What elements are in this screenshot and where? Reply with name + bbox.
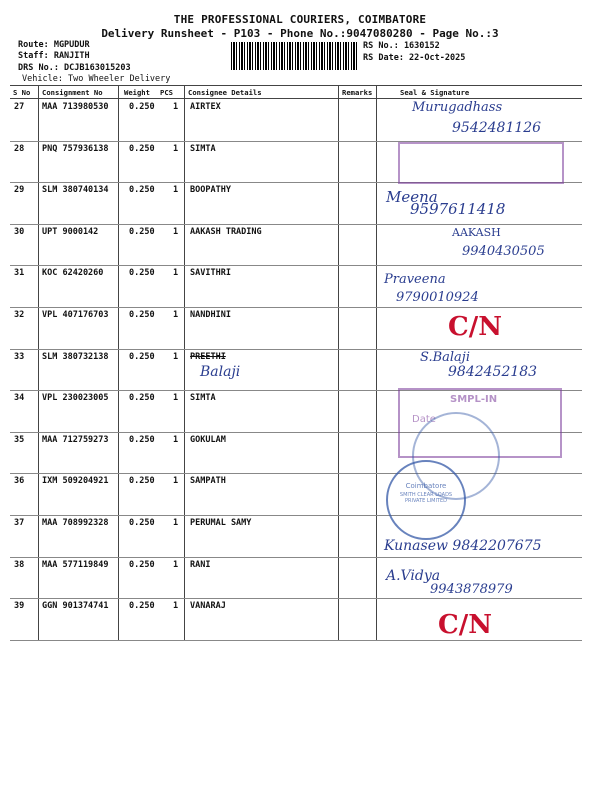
stamp-box bbox=[398, 142, 564, 184]
row-consignment: MAA 712759273 bbox=[42, 434, 109, 445]
row-weight: 0.250 bbox=[129, 102, 155, 112]
row-consignee: AAKASH TRADING bbox=[190, 226, 262, 237]
row-divider bbox=[10, 640, 582, 641]
row-consignee: SAMPATH bbox=[190, 476, 226, 487]
col-header-consignee: Consignee Details bbox=[188, 88, 262, 97]
col-divider bbox=[184, 85, 185, 641]
col-header-pcs: PCS bbox=[160, 88, 173, 97]
col-header-sno: S No bbox=[13, 88, 31, 97]
row-divider bbox=[10, 557, 582, 558]
barcode bbox=[231, 42, 359, 70]
sig31-phone: 9790010924 bbox=[396, 290, 479, 305]
row-divider bbox=[10, 598, 582, 599]
col-divider bbox=[376, 85, 377, 641]
vehicle-label: Vehicle: Two Wheeler Delivery bbox=[22, 74, 171, 84]
row-consignment: PNQ 757936138 bbox=[42, 143, 109, 154]
sig30-name: AAKASH bbox=[452, 226, 501, 239]
row-pcs: 1 bbox=[173, 310, 179, 320]
company-seal-text: SMITH CLEAR LOADS PRIVATE LIMITED bbox=[399, 492, 453, 504]
smpl-stamp-date-label: Date bbox=[412, 414, 436, 425]
row-weight: 0.250 bbox=[129, 185, 155, 196]
row-consignment: GGN 901374741 bbox=[42, 601, 109, 612]
col-header-remarks: Remarks bbox=[342, 88, 373, 97]
row-consignee: AIRTEX bbox=[190, 102, 221, 112]
sig38-phone: 9943878979 bbox=[430, 582, 513, 597]
row-divider bbox=[10, 224, 582, 225]
sig27-phone: 9542481126 bbox=[452, 120, 542, 136]
row-weight: 0.250 bbox=[129, 143, 155, 154]
sig38-name: A.Vidya bbox=[386, 568, 441, 584]
row-pcs: 1 bbox=[173, 476, 179, 487]
table-top-border bbox=[10, 85, 582, 86]
row33-correction: Balaji bbox=[200, 364, 241, 380]
row-pcs: 1 bbox=[173, 393, 179, 404]
row-consignee: GOKULAM bbox=[190, 434, 226, 445]
row-sno: 30 bbox=[14, 226, 25, 237]
row-pcs: 1 bbox=[173, 518, 179, 528]
row-weight: 0.250 bbox=[129, 268, 155, 279]
sig29-phone: 9597611418 bbox=[410, 200, 506, 218]
row-sno: 37 bbox=[14, 518, 25, 528]
row-consignment: MAA 577119849 bbox=[42, 559, 109, 570]
row-consignment: MAA 713980530 bbox=[42, 102, 109, 112]
drs-label: DRS No.: DCJB163015203 bbox=[18, 63, 131, 73]
sig30-phone: 9940430505 bbox=[462, 244, 545, 259]
row-pcs: 1 bbox=[173, 226, 179, 237]
row-weight: 0.250 bbox=[129, 393, 155, 404]
route-label: Route: MGPUDUR bbox=[18, 40, 90, 50]
row-sno: 35 bbox=[14, 434, 25, 445]
row-divider bbox=[10, 515, 582, 516]
row-consignment: KOC 62420260 bbox=[42, 268, 104, 279]
runsheet-subtitle: Delivery Runsheet - P103 - Phone No.:9047080280 - Page No.:3 bbox=[101, 27, 499, 40]
row-sno: 34 bbox=[14, 393, 25, 404]
col-header-seal: Seal & Signature bbox=[400, 88, 470, 97]
row-pcs: 1 bbox=[173, 268, 179, 279]
row-weight: 0.250 bbox=[129, 476, 155, 487]
col-divider bbox=[118, 85, 119, 641]
company-seal-ghost bbox=[412, 412, 500, 500]
row-consignee: BOOPATHY bbox=[190, 185, 231, 196]
row-pcs: 1 bbox=[173, 601, 179, 612]
row-weight: 0.250 bbox=[129, 601, 155, 612]
row-pcs: 1 bbox=[173, 143, 179, 154]
row-sno: 33 bbox=[14, 351, 25, 362]
row-weight: 0.250 bbox=[129, 559, 155, 570]
row-sno: 32 bbox=[14, 310, 25, 320]
staff-label: Staff: RANJITH bbox=[18, 51, 90, 61]
sig33-name: S.Balaji bbox=[420, 350, 470, 365]
row-weight: 0.250 bbox=[129, 434, 155, 445]
rs-date: RS Date: 22-Oct-2025 bbox=[363, 53, 466, 63]
row-consignee: SAVITHRI bbox=[190, 268, 231, 279]
row-weight: 0.250 bbox=[129, 351, 155, 362]
company-title: THE PROFESSIONAL COURIERS, COIMBATORE bbox=[173, 13, 427, 26]
row-divider bbox=[10, 349, 582, 350]
row-pcs: 1 bbox=[173, 434, 179, 445]
col-divider bbox=[338, 85, 339, 641]
row-sno: 29 bbox=[14, 185, 25, 196]
row-consignee: NANDHINI bbox=[190, 310, 231, 320]
row-consignee: VANARAJ bbox=[190, 601, 226, 612]
row-pcs: 1 bbox=[173, 559, 179, 570]
row-consignment: IXM 509204921 bbox=[42, 476, 109, 487]
row-weight: 0.250 bbox=[129, 226, 155, 237]
row-consignee: SIMTA bbox=[190, 393, 216, 404]
smpl-stamp-title: SMPL-IN bbox=[450, 394, 498, 405]
sig29-name: Meena bbox=[386, 188, 438, 206]
sig31-name: Praveena bbox=[384, 272, 446, 287]
row-sno: 31 bbox=[14, 268, 25, 279]
row-sno: 39 bbox=[14, 601, 25, 612]
company-seal-center: Coimbatore bbox=[405, 482, 447, 490]
sig27-name: Murugadhass bbox=[412, 100, 503, 115]
row-weight: 0.250 bbox=[129, 518, 155, 528]
col-header-weight: Weight bbox=[124, 88, 150, 97]
row-consignee: SIMTA bbox=[190, 143, 216, 154]
cn-mark-2: C/N bbox=[438, 610, 492, 640]
row-sno: 27 bbox=[14, 102, 25, 112]
col-header-consignment: Consignment No bbox=[42, 88, 103, 97]
sig37: Kunasew 9842207675 bbox=[384, 538, 542, 554]
row-weight: 0.250 bbox=[129, 310, 155, 320]
row-consignee: PERUMAL SAMY bbox=[190, 518, 252, 528]
row-consignee: PREETHI bbox=[190, 351, 226, 362]
row-consignment: SLM 380740134 bbox=[42, 185, 109, 196]
row-consignment: UPT 9000142 bbox=[42, 226, 99, 237]
row-consignee: RANI bbox=[190, 559, 211, 570]
row-divider bbox=[10, 307, 582, 308]
sig33-phone: 9842452183 bbox=[448, 364, 538, 380]
table-header-border bbox=[10, 98, 582, 99]
cn-mark-1: C/N bbox=[448, 312, 502, 342]
row-pcs: 1 bbox=[173, 351, 179, 362]
row-sno: 28 bbox=[14, 143, 25, 154]
rs-number: RS No.: 1630152 bbox=[363, 41, 440, 51]
row-consignment: MAA 708992328 bbox=[42, 518, 109, 528]
row-sno: 38 bbox=[14, 559, 25, 570]
col-divider bbox=[38, 85, 39, 641]
row-divider bbox=[10, 265, 582, 266]
row-consignment: VPL 407176703 bbox=[42, 310, 109, 320]
row-pcs: 1 bbox=[173, 102, 179, 112]
row-consignment: SLM 380732138 bbox=[42, 351, 109, 362]
row-sno: 36 bbox=[14, 476, 25, 487]
row-pcs: 1 bbox=[173, 185, 179, 196]
row-consignment: VPL 230023005 bbox=[42, 393, 109, 404]
